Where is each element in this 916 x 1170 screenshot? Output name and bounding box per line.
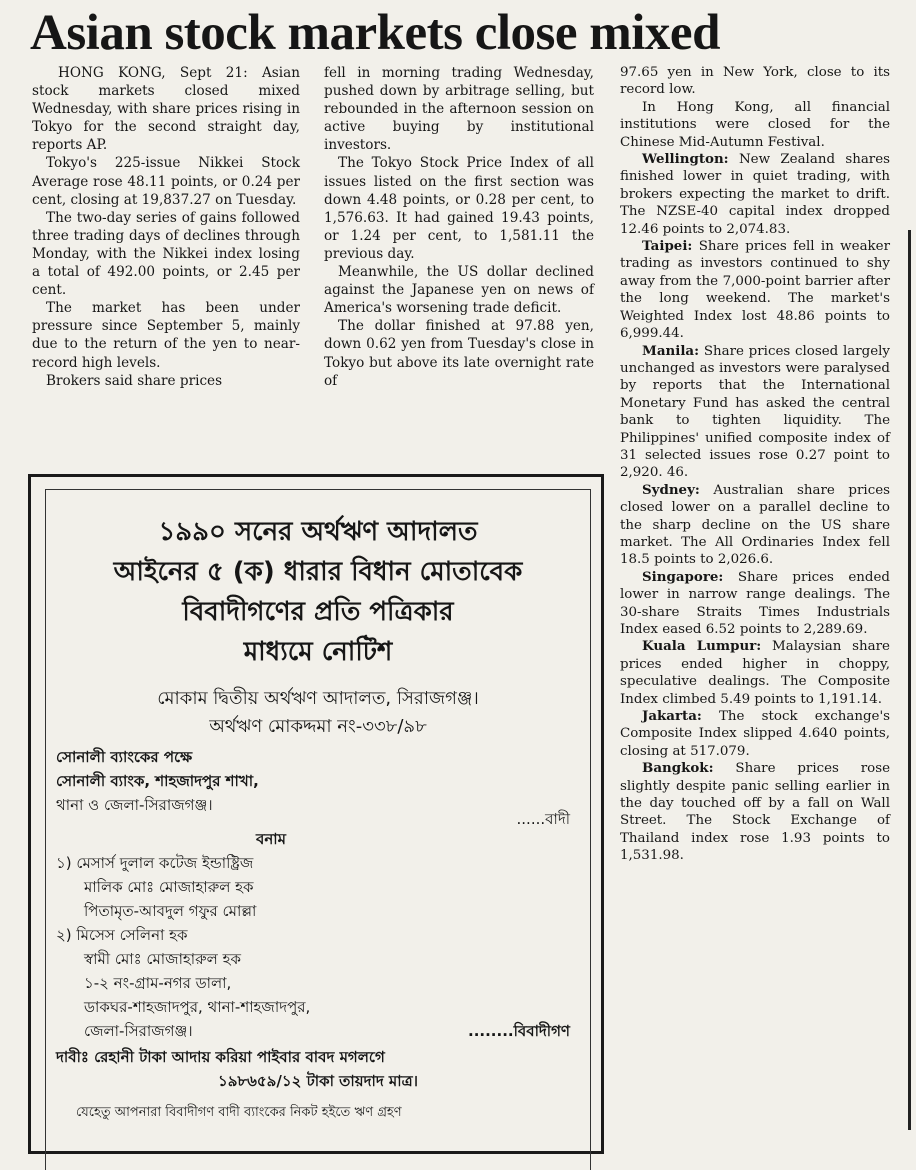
- paragraph: The market has been under pressure since September 5, mainly due to the return of the yen to near-record high levels.: [32, 300, 300, 371]
- paragraph: HONG KONG, Sept 21: Asian stock markets closed mixed Wednesday, with share prices rising in Tokyo for the second straight day, reports AP.: [32, 65, 300, 154]
- report-text: Malaysian share prices ended higher in choppy, speculative dealings. The Composite Index climbed 5.49 points to 1,191.14.: [620, 639, 890, 707]
- paragraph: The two-day series of gains followed three trading days of declines through Monday, with the Nikkei index losing a total of 492.00 points, or 2.45 per cent.: [32, 209, 300, 299]
- defendant-line: ১) মেসার্স দুলাল কটেজ ইন্ডাষ্ট্রিজ: [56, 854, 254, 872]
- defendant-line: ২) মিসেস সেলিনা হক: [56, 926, 188, 944]
- market-report-sydney: [620, 482, 890, 569]
- paragraph: 97.65 yen in New York, close to its record low.: [620, 65, 890, 98]
- market-report-jakarta: [620, 708, 890, 760]
- paragraph: The dollar finished at 97.88 yen, down 0.62 yen from Tuesday's close in Tokyo but above its late overnight rate of: [324, 318, 594, 389]
- defendant-line: ডাকঘর-শাহজাদপুর, থানা-শাহজাদপুর,: [84, 998, 311, 1016]
- versus-label: বনাম: [256, 830, 286, 848]
- paragraph: Tokyo's 225-issue Nikkei Stock Average rose 48.11 points, or 0.24 per cent, closing at 19,837.27 on Tuesday.: [32, 155, 300, 208]
- notice-title-line: বিবাদীগণের প্রতি পত্রিকার: [182, 597, 454, 627]
- market-report-kuala-lumpur: [620, 638, 890, 708]
- paragraph: Meanwhile, the US dollar declined against the Japanese yen on news of America's worsening trade deficit.: [324, 264, 594, 317]
- place-name: Bangkok:: [642, 760, 714, 777]
- report-text: New Zealand shares finished lower in quiet trading, with brokers expecting the market to drift. The NZSE-40 capital index dropped 12.46 points to 2,074.83.: [620, 152, 890, 237]
- court-name: মোকাম দ্বিতীয় অর্থঋণ আদালত, সিরাজগঞ্জ।: [157, 688, 479, 709]
- paragraph: Brokers said share prices: [46, 372, 223, 389]
- defendant-line: ১-২ নং-গ্রাম-নগর ডালা,: [84, 974, 232, 992]
- defendant-line: মালিক মোঃ মোজাহারুল হক: [84, 878, 254, 896]
- column-rule: [908, 230, 911, 1130]
- market-report-bangkok: [620, 760, 890, 864]
- claim-amount: ১৯৮৬৫৯/১২ টাকা তায়দাদ মাত্র।: [217, 1072, 419, 1090]
- paragraph: fell in morning trading Wednesday, pushed down by arbitrage selling, but rebounded in the afternoon session on active buying by institutional investors.: [324, 65, 594, 154]
- defendant-line: পিতামৃত-আবদুল গফুর মোল্লা: [84, 902, 257, 920]
- plaintiff-tag: ......বাদী: [516, 810, 570, 828]
- market-report-manila: [620, 343, 890, 482]
- defendant-tag: ........বিবাদীগণ: [468, 1022, 570, 1040]
- report-text: Share prices rose slightly despite panic selling earlier in the day touched off by a fall on Wall Street. The Stock Exchange of Thailand index rose 1.93 points to 1,531.98.: [620, 761, 890, 864]
- plaintiff-line: থানা ও জেলা-সিরাজগঞ্জ।: [56, 796, 213, 814]
- market-report-wellington: [620, 151, 890, 238]
- plaintiff-line: সোনালী ব্যাংকের পক্ষে: [56, 748, 193, 766]
- notice-title-line: আইনের ৫ (ক) ধারার বিধান মোতাবেক: [113, 557, 523, 587]
- article-column-3: [620, 64, 890, 1124]
- article-column-2: [324, 64, 594, 462]
- report-text: The stock exchange's Composite Index slipped 4.640 points, closing at 517.079.: [620, 709, 890, 759]
- notice-title-line: ১৯৯০ সনের অর্থঋণ আদালত: [158, 517, 478, 547]
- legal-notice-inner-frame: [45, 489, 591, 1170]
- report-text: Share prices closed largely unchanged as investors were paralysed by reports that the International Monetary Fund has asked the central bank to tighten liquidity. The Philippines' unified composite index of 31 selected issues rose 0.27 point to 2,920. 46.: [620, 343, 890, 481]
- place-name: Singapore:: [642, 568, 724, 585]
- notice-title-line: মাধ্যমে নোটিশ: [243, 637, 393, 667]
- place-name: Taipei:: [642, 238, 693, 255]
- plaintiff-line: সোনালী ব্যাংক, শাহজাদপুর শাখা,: [56, 772, 259, 790]
- report-text: Australian share prices closed lower on a parallel decline to the sharp decline on the US share market. The All Ordinaries Index fell 18.5 points to 2,026.6.: [620, 482, 890, 568]
- defendant-line: জেলা-সিরাজগঞ্জ।: [84, 1022, 193, 1040]
- place-name: Sydney:: [642, 481, 700, 498]
- notice-body: যেহেতু আপনারা বিবাদীগণ বাদী ব্যাংকের নিকট হইতে ঋণ গ্রহণ: [76, 1105, 402, 1120]
- paragraph: In Hong Kong, all financial institutions were closed for the Chinese Mid-Autumn Festival.: [620, 99, 890, 150]
- headline: Asian stock markets close mixed: [30, 5, 720, 61]
- legal-notice-box: [28, 474, 604, 1154]
- paragraph: The Tokyo Stock Price Index of all issues listed on the first section was down 4.48 points, or 0.28 per cent, to 1,576.63. It had gained 19.43 points, or 1.24 per cent, to 1,581.11 the previous day.: [324, 155, 594, 262]
- claim-line: দাবীঃ রেহানী টাকা আদায় করিয়া পাইবার বাবদ মগলগে: [56, 1048, 385, 1066]
- place-name: Manila:: [642, 342, 700, 359]
- article-column-1: [32, 64, 300, 462]
- place-name: Kuala Lumpur:: [642, 638, 762, 655]
- report-text: Share prices fell in weaker trading as investors continued to shy away from the 7,000-point barrier after the long weekend. The market's Weighted Index lost 48.86 points to 6,999.44.: [620, 239, 890, 342]
- place-name: Wellington:: [642, 151, 729, 168]
- case-number: অর্থঋণ মোকদ্দমা নং-৩৩৮/৯৮: [209, 716, 427, 737]
- defendant-line: স্বামী মোঃ মোজাহারুল হক: [84, 950, 241, 968]
- market-report-taipei: [620, 238, 890, 342]
- report-text: Share prices ended lower in narrow range dealings. The 30-share Straits Times Industrials Index eased 6.52 points to 2,289.69.: [620, 569, 890, 637]
- place-name: Jakarta:: [642, 708, 702, 725]
- market-report-singapore: [620, 569, 890, 639]
